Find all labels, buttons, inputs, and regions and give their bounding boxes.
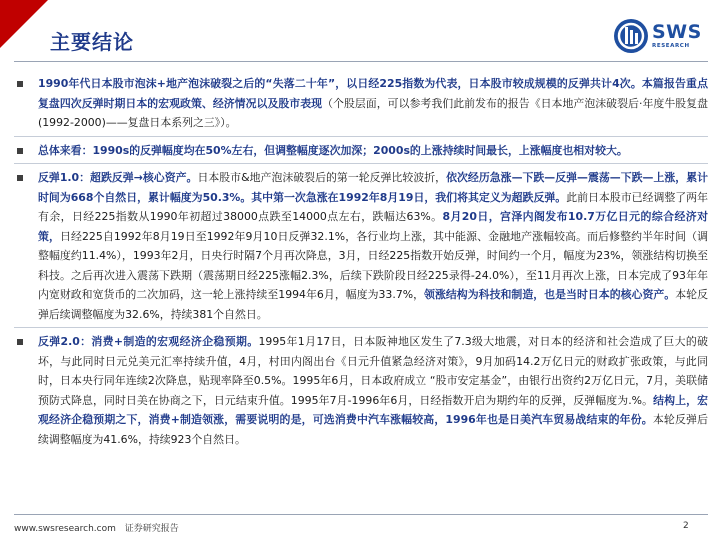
- bold-text: 反弹1.0：超跌反弹→核心资产。: [38, 171, 198, 184]
- bold-text: 依次经历急涨—下跌—反弹—震荡—下跌—上涨，累计时间为668个自然日，累计幅度为50.3%。其中第一次急涨在1992年8月19日，我们将其定义为超跌反弹。: [38, 171, 708, 204]
- sws-logo-icon: [613, 18, 649, 54]
- body-text: 本轮反弹后续调整幅度为32.6%，持续381个自然日。: [38, 288, 708, 321]
- footer-divider: [14, 514, 708, 515]
- bold-text: 总体来看：1990s的反弹幅度均在50%左右，但调整幅度逐次加深；2000s的上涨持续时间最长，上涨幅度也相对较大。: [38, 143, 628, 157]
- header-divider: [14, 61, 708, 62]
- conclusion-bullet: [14, 168, 708, 324]
- bold-text: 1990年代日本股市泡沫+地产泡沫破裂之后的“失落二十年”，以日经225指数为代表，日本股市较成规模的反弹共计4次。本篇报告重点复盘四次反弹时期日本的宏观政策、经济情况以及股市表现: [38, 77, 708, 110]
- corner-accent: [0, 0, 48, 48]
- logo-text: SWS: [652, 20, 702, 43]
- page-title: 主要结论: [50, 30, 134, 54]
- body-text: 此前日本股市已经调整了两年有余，日经225指数从1990年初超过38000点跌至14000点左右，跌幅达63%。: [38, 190, 708, 223]
- conclusion-bullet: [14, 74, 708, 133]
- body-text: （个股层面，可以参考我们此前发布的报告《日本地产泡沫破裂后·年度牛股复盘(1992-2000)——复盘日本系列之三》）。: [38, 96, 708, 129]
- bold-text: 反弹2.0：消费+制造的宏观经济企稳预期。: [38, 335, 259, 348]
- sws-logo: [613, 16, 709, 56]
- body-text: 日经225自1992年8月19日至1992年9月10日反弹32.1%，各行业均上涨，其中能源、金融地产涨幅较高。而后修整约半年时间（调整幅度约11.4%），1993年2月，日央行时隔7个月再次降息，3月，日经225指数开始反弹，时间约一个月，幅度为23%，领涨结构切换至科技。之后再次进入震荡下跌期（震荡期日经225涨幅2.3%，后续下跌阶段日经225录得-24.0%），至11月再次上涨，日本完成了93年年内宽财政和宽货币的二次加码，这一轮上涨持续至1994年6月，幅度为33.7%，: [38, 229, 708, 301]
- bullet-square-icon: [17, 175, 23, 181]
- logo-subtext: RESEARCH: [652, 42, 690, 49]
- bullet-separator: [14, 136, 708, 137]
- conclusions-list: [14, 74, 708, 449]
- footer-website[interactable]: www.swsresearch.com: [14, 524, 116, 534]
- bullet-square-icon: [17, 81, 23, 87]
- bold-text: 结构上，宏观经济企稳预期之下，消费+制造领涨，需要说明的是，可选消费中汽车涨幅较高，1996年也是日美汽车贸易战结束的年份。: [38, 393, 708, 426]
- bullet-separator: [14, 327, 708, 328]
- body-text: 本轮反弹后续调整幅度为41.6%，持续923个自然日。: [38, 413, 708, 446]
- page-number: 2: [683, 521, 689, 531]
- bullet-square-icon: [17, 339, 23, 345]
- bullet-square-icon: [17, 148, 23, 154]
- body-text: 日本股市&地产泡沫破裂后的第一轮反弹比较波折，: [197, 171, 447, 184]
- footer-report-type: 证券研究报告: [124, 524, 179, 534]
- body-text: 1995年1月17日，日本阪神地区发生了7.3级大地震，对日本的经济和社会造成了巨大的破坏，与此同时日元兑美元汇率持续升值，4月，村田内阁出台《日元升值紧急经济对策》，9月加码14.2万亿日元的财政扩张政策，与此同时，日本央行同年连续2次降息，贴现率降至0.5%。1995年6月，日本政府成立 “股市安定基金”，由银行出资约2万亿日元，7月，美联储预防式降息，同时日美在协商之下，日元结束升值。1995年7月-1996年6月，日经指数开启为期约年的反弹，反弹幅度为.%。: [38, 335, 709, 407]
- bullet-separator: [14, 163, 708, 164]
- bold-text: 8月20日，宫泽内阁发布10.7万亿日元的综合经济对策，: [38, 210, 708, 243]
- conclusion-bullet: [14, 332, 708, 449]
- footer: [14, 521, 179, 534]
- conclusion-bullet: [14, 141, 708, 161]
- bold-text: 领涨结构为科技和制造，也是当时日本的核心资产。: [424, 288, 676, 301]
